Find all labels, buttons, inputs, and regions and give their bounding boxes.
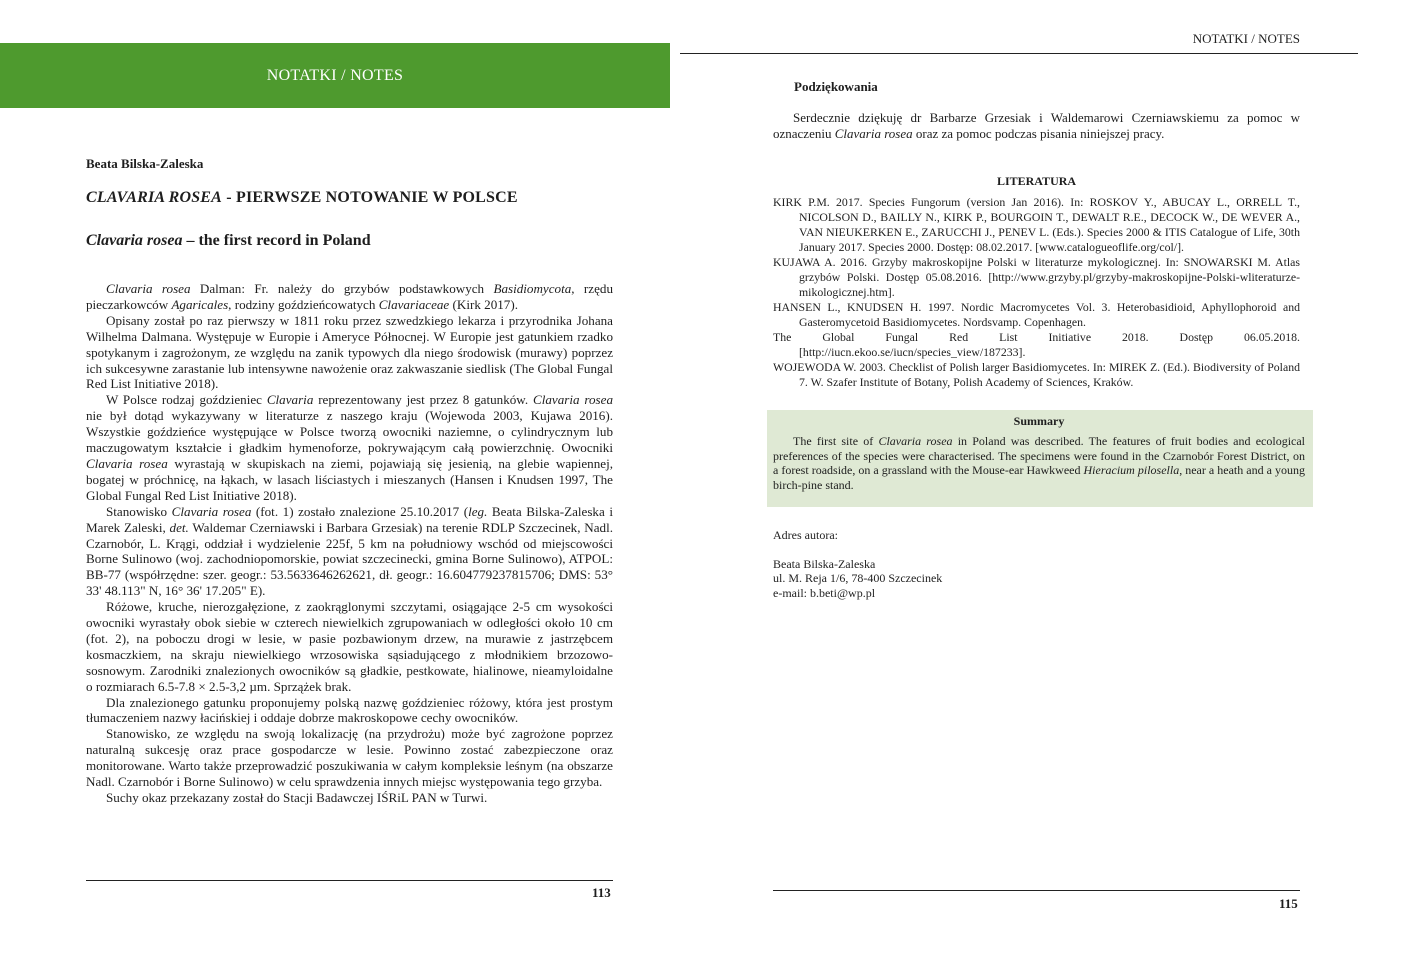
text-run: Dla znalezionego gatunku proponujemy polską nazwę goździeniec różowy, która jest prostym tłumaczeniem nazwy łacińskiej i oddaje dobrze makroskopowe cechy owocników. [86, 694, 613, 726]
address-line: Beata Bilska-Zaleska [773, 556, 876, 571]
text-run: Opisany został po raz pierwszy w 1811 roku przez szwedzkiego lekarza i przyrodnika Johana Wilhelma Dalmana. Występuje w Europie i Ameryce Północnej. W Europie jest gatunkiem rzadko spotykanym i zagrożonym, ze względu na zanik typowych dla niego środowisk (murawy) poprzez ich sukcesywne zarastanie lub intensywne nawożenie oraz zakwaszanie siedlisk (The Global Fungal Red List Initiative 2018). [86, 312, 613, 392]
italic-term: Clavaria rosea [171, 503, 252, 519]
literature-heading: LITERATURA [996, 174, 1077, 188]
italic-term: Clavaria rosea [106, 281, 191, 296]
text-run: Stanowisko [106, 503, 172, 519]
body-paragraph [86, 726, 613, 790]
text-run: W Polsce rodzaj goździeniec [106, 392, 267, 408]
body-paragraph [86, 392, 613, 503]
text-run: (Kirk 2017). [449, 296, 518, 312]
footer-rule [773, 890, 1300, 891]
body-paragraph [86, 504, 613, 599]
text-run: reprezentowany jest przez 8 gatunków. [313, 392, 534, 408]
italic-term: det. [169, 519, 189, 535]
text-run: Suchy okaz przekazany został do Stacji Badawczej IŚRiL PAN w Turwi. [106, 790, 488, 805]
page-number: 113 [592, 885, 611, 900]
reference-item: KUJAWA A. 2016. Grzyby makroskopijne Polski w literaturze mykologicznej. In: SNOWARSKI M. Atlas grzybów Polski. Dostęp 05.08.2016. [http://www.grzyby.pl/grzyby-makroskopijne-Polski-wliteraturze-mikologicznej.htm]. [773, 255, 1300, 299]
right-page [680, 0, 1404, 960]
address-label: Adres autora: [773, 528, 838, 542]
text-run: in Poland was described. The features of fruit bodies and ecological preferences of the species were characterised. The specimens were found in the Czarnobór Forest District, on a forest roadside, on a grassland with the Mouse-ear Hawkweed [773, 434, 1306, 477]
title-en-rest: – the first record in Poland [182, 232, 371, 249]
section-banner: NOTATKI / NOTES [0, 43, 670, 108]
left-page [0, 0, 680, 960]
text-run: Waldemar Czerniawski i Barbara Grzesiak) na terenie RDLP Szczecinek, Nadl. Czarnobór, L. Krągi, oddział i wydzielenie 225f, 5 km na południowy wschód od miejscowości Borne Sulinowo (woj. zachodniopomorskie, powiat szczecinecki, gmina Borne Sulinowo), ATPOL: BB-77 (współrzędne: szer. geogr.: 53.5633646262621, dł. geogr.: 16.604779237815706; DMS: 53° 33' 48.113" N, 16° 36' 17.205" E). [86, 519, 613, 599]
italic-term: Clavaria [266, 392, 314, 408]
italic-term: leg. [468, 503, 488, 519]
text-run: , rodziny goździeńcowatych [228, 296, 379, 312]
article-body [86, 281, 613, 806]
text-run: Stanowisko, ze względu na swoją lokalizację (na przydrożu) może być zagrożone poprzez naturalną sukcesję oraz prace gospodarcze w lesie. Powinno zostać zabezpieczone oraz monitorowane. Warto także przeprowadzić poszukiwania w całym kompleksie leśnym (na obszarze Nadl. Czarnobór i Borne Sulinowo) w celu sprawdzenia innych miejsc występowania tego grzyba. [86, 726, 613, 790]
summary-text [773, 434, 1305, 492]
address-line: ul. M. Reja 1/6, 78-400 Szczecinek [773, 571, 943, 585]
text-run: The first site of [793, 434, 879, 448]
title-pl-rest: - PIERWSZE NOTOWANIE W POLSCE [222, 189, 518, 206]
reference-item: HANSEN L., KNUDSEN H. 1997. Nordic Macromycetes Vol. 3. Heterobasidioid, Aphyllophoroid and Gasteromycetoid Basidiomycetes. Nordsvamp. Copenhagen. [773, 300, 1300, 329]
author-address [773, 528, 942, 600]
text-run: , near a heath and a young birch-pine stand. [773, 463, 1305, 492]
reference-item: WOJEWODA W. 2003. Checklist of Polish larger Basidiomycetes. In: MIREK Z. (Ed.). Biodiversity of Poland 7. W. Szafer Institute of Botany, Polish Academy of Sciences, Kraków. [773, 360, 1300, 389]
body-paragraph [86, 790, 613, 806]
reference-list [773, 195, 1300, 390]
title-pl-species: CLAVARIA ROSEA [86, 189, 223, 206]
summary-heading: Summary [1013, 414, 1065, 428]
italic-term: Hieracium pilosella [1083, 463, 1180, 477]
text-run: , rzędu pieczarkowców [86, 281, 614, 312]
italic-term: Clavariaceae [378, 296, 450, 312]
text-run: Różowe, kruche, nierozgałęzione, z zaokrąglonymi szczytami, osiągające 2-5 cm wysokości owocniki wyrastały obok siebie w czterech niewielkich zgrupowaniach w odległości około 10 cm (fot. 2), na poboczu drogi w lesie, w pasie pozbawionym drzew, na murawie z jastrzębcem kosmaczkiem, na skraju niewielkiego wrzosowiska sąsiadującego z młodnikiem brzozowo-sosnowym. Zarodniki znalezionych owocników są gładkie, pestkowate, hialinowe, nieamyloidalne o rozmiarach 6.5-7.8 × 2.5-3,2 µm. Sprzążek brak. [86, 599, 613, 694]
italic-term: Basidiomycota [493, 281, 572, 296]
italic-term: Clavaria rosea [834, 126, 913, 141]
footer-rule [86, 880, 613, 881]
title-en-species: Clavaria rosea [86, 232, 183, 249]
author-name: Beata Bilska-Zaleska [86, 156, 204, 171]
italic-term: Agaricales [171, 296, 229, 312]
body-paragraph [86, 599, 613, 694]
summary-box [767, 410, 1313, 507]
page-number: 115 [1279, 896, 1298, 911]
reference-item: KIRK P.M. 2017. Species Fungorum (version Jan 2016). In: ROSKOV Y., ABUCAY L., ORRELL T., NICOLSON D., BAILLY N., KIRK P., BOURGOIN T., DEWALT R.E., DECOCK W., DE WEVER A., VAN NIEUKERKEN E., ZARUCCHI J., PENEV L. (Eds.). Species 2000 & ITIS Catalogue of Life, 30th January 2017. Species 2000. Dostęp: 08.02.2017. [www.catalogueoflife.org/col/]. [773, 195, 1300, 254]
text-run: Serdecznie dziękuję dr Barbarze Grzesiak i Waldemarowi Czerniawskiemu za pomoc w oznaczeniu [773, 110, 1300, 141]
reference-item: The Global Fungal Red List Initiative 2018. Dostęp 06.05.2018. [http://iucn.ekoo.se/iucn/species_view/187233]. [773, 330, 1300, 359]
article-title-pl [86, 189, 518, 207]
body-paragraph [86, 313, 613, 393]
italic-term: Clavaria rosea [86, 455, 168, 471]
body-paragraph [86, 281, 613, 313]
running-head: NOTATKI / NOTES [1192, 31, 1300, 46]
text-run: Dalman: Fr. należy do grzybów podstawkowych [190, 281, 494, 296]
acknowledgements-text [773, 110, 1300, 142]
acknowledgements-heading: Podziękowania [794, 79, 878, 94]
text-run: oraz za pomoc podczas pisania niniejszej pracy. [912, 126, 1165, 141]
header-rule [680, 53, 1358, 54]
text-run: nie był dotąd wykazywany w literaturze z naszego kraju (Wojewoda 2003, Kujawa 2016). Wszystkie goździeńce występujące w Polsce tworzą owocniki naziemne, o cylindrycznym lub maczugowatym kształcie i gładkim hymenoforze, pokrywającym całą powierzchnię. Owocniki [86, 408, 613, 456]
italic-term: Clavaria rosea [533, 392, 613, 408]
email-address: e-mail: b.beti@wp.pl [773, 585, 876, 600]
text-run: Beata Bilska-Zaleska i Marek Zaleski, [86, 503, 613, 535]
article-title-en [86, 232, 371, 250]
body-paragraph [86, 695, 613, 727]
text-run: wyrastają w skupiskach na ziemi, pojawiają się jesienią, na glebie wapiennej, bogatej w próchnicę, na łąkach, w lasach liściastych i mieszanych (Hansen i Knudsen 1997, The Global Fungal Red List Initiative 2018). [86, 455, 613, 503]
italic-term: Clavaria rosea [878, 434, 953, 448]
text-run: (fot. 1) zostało znalezione 25.10.2017 ( [251, 503, 469, 519]
